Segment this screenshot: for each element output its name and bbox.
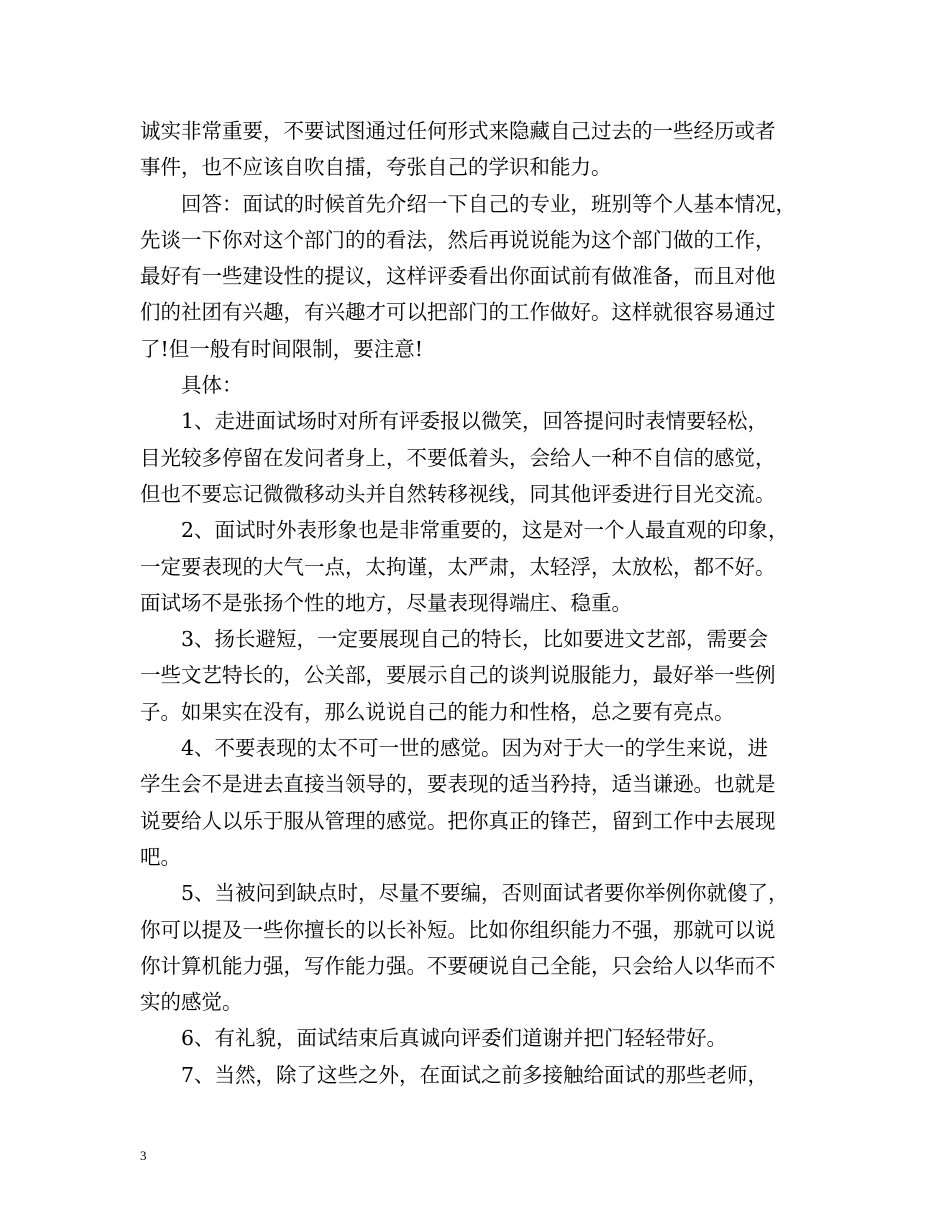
- text-line: 但也不要忘记微微移动头并自然转移视线，同其他评委进行目光交流。: [140, 481, 776, 506]
- text-line: 7、当然，除了这些之外，在面试之前多接触给面试的那些老师，: [181, 1062, 769, 1087]
- text-line: 子。如果实在没有，那么说说自己的能力和性格，总之要有亮点。: [140, 699, 735, 724]
- text-line: 你可以提及一些你擅长的以长补短。比如你组织能力不强，那就可以说: [140, 917, 776, 942]
- text-line: 5、当被问到缺点时，尽量不要编，否则面试者要你举例你就傻了，: [181, 881, 789, 906]
- text-line: 2、面试时外表形象也是非常重要的，这是对一个人最直观的印象，: [181, 518, 789, 543]
- text-line: 面试场不是张扬个性的地方，尽量表现得端庄、稳重。: [140, 590, 632, 615]
- text-line: 4、不要表现的太不可一世的感觉。因为对于大一的学生来说，进: [181, 736, 769, 761]
- text-line: 1、走进面试场时对所有评委报以微笑，回答提问时表情要轻松，: [181, 409, 769, 434]
- text-line: 具体：: [181, 373, 243, 398]
- text-line: 诚实非常重要，不要试图通过任何形式来隐藏自己过去的一些经历或者: [140, 119, 776, 143]
- text-line: 们的社团有兴趣，有兴趣才可以把部门的工作做好。这样就很容易通过: [140, 300, 776, 325]
- text-line: 学生会不是进去直接当领导的，要表现的适当矜持，适当谦逊。也就是: [140, 772, 776, 797]
- text-line: 了!但一般有时间限制，要注意!: [140, 336, 423, 361]
- page-number: 3: [140, 1148, 147, 1163]
- text-line: 你计算机能力强，写作能力强。不要硬说自己全能，只会给人以华而不: [140, 953, 776, 978]
- text-line: 一些文艺特长的，公关部，要展示自己的谈判说服能力，最好举一些例: [140, 663, 776, 688]
- text-line: 3、扬长避短，一定要展现自己的特长，比如要进文艺部，需要会: [181, 627, 769, 652]
- body-text: [140, 113, 820, 1093]
- text-line: 先谈一下你对这个部门的的看法，然后再说说能为这个部门做的工作，: [140, 227, 776, 252]
- text-line: 6、有礼貌，面试结束后真诚向评委们道谢并把门轻轻带好。: [181, 1026, 728, 1051]
- text-line: 说要给人以乐于服从管理的感觉。把你真正的锋芒，留到工作中去展现: [140, 808, 776, 833]
- text-line: 目光较多停留在发问者身上，不要低着头，会给人一种不自信的感觉，: [140, 445, 776, 470]
- text-line: 实的感觉。: [140, 990, 243, 1015]
- text-line: 最好有一些建设性的提议，这样评委看出你面试前有做准备，而且对他: [140, 264, 776, 289]
- text-line: 一定要表现的大气一点，太拘谨，太严肃，太轻浮，太放松，都不好。: [140, 554, 776, 579]
- text-line: 吧。: [140, 844, 181, 869]
- text-line: 事件，也不应该自吹自擂，夸张自己的学识和能力。: [140, 155, 612, 180]
- text-line: 回答：面试的时候首先介绍一下自己的专业，班别等个人基本情况，: [181, 191, 796, 216]
